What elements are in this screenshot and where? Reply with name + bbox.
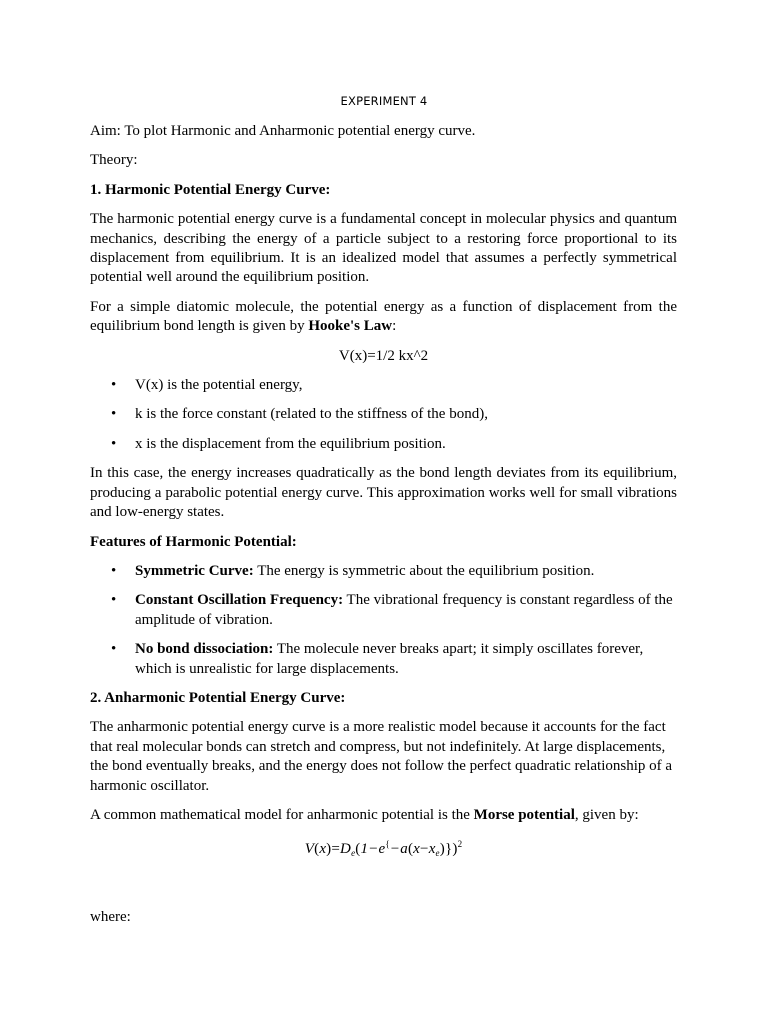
section1-paragraph-2: For a simple diatomic molecule, the potential energy as a function of displacement from the equilibrium bond length is given by Hooke's Law:	[90, 298, 677, 335]
features-heading: Features of Harmonic Potential:	[90, 533, 297, 550]
hookes-law-term: Hooke's Law	[308, 318, 393, 335]
section2-heading: 2. Anharmonic Potential Energy Curve:	[90, 689, 346, 706]
definition-list	[90, 376, 677, 454]
where-label: where:	[90, 908, 131, 925]
bullet-icon: •	[111, 435, 117, 452]
list-item: • k is the force constant (related to the stiffness of the bond),	[90, 405, 677, 424]
section1-paragraph-3: In this case, the energy increases quadratically as the bond length deviates from its equilibrium, producing a parabolic potential energy curve. This approximation works well for small vibrations and low-energy states.	[90, 465, 677, 521]
morse-equation: $V(x)=D_e(1-e^{\{}-a(x-x_e)\})^2$	[304, 839, 463, 859]
list-item: • V(x) is the potential energy,	[90, 376, 677, 395]
bullet-icon: •	[111, 562, 117, 579]
harmonic-equation: V(x)=1/2 kx^2	[338, 347, 429, 364]
list-item: • No bond dissociation: The molecule never breaks apart; it simply oscillates forever, which is unrealistic for large displacements.	[111, 641, 644, 677]
bullet-icon: •	[111, 641, 117, 658]
morse-potential-term: Morse potential	[473, 806, 575, 823]
list-item: • Symmetric Curve: The energy is symmetric about the equilibrium position.	[90, 562, 677, 581]
experiment-title: EXPERIMENT 4	[340, 94, 428, 108]
section1-heading: 1. Harmonic Potential Energy Curve:	[90, 181, 331, 198]
bullet-icon: •	[111, 592, 117, 609]
list-item: • x is the displacement from the equilibrium position.	[90, 435, 677, 454]
features-list	[90, 562, 677, 679]
section1-paragraph-1: The harmonic potential energy curve is a fundamental concept in molecular physics and quantum mechanics, describing the energy of a particle subject to a restoring force proportional to its displacement from equilibrium. It is an idealized model that assumes a perfectly symmetrical potential well around the equilibrium position.	[90, 211, 677, 286]
bullet-icon: •	[111, 406, 117, 423]
theory-label: Theory:	[90, 152, 138, 169]
bullet-icon: •	[111, 377, 117, 394]
section2-paragraph-2: A common mathematical model for anharmonic potential is the Morse potential, given by:	[90, 806, 639, 823]
list-item: • Constant Oscillation Frequency: The vibrational frequency is constant regardless of the amplitude of vibration.	[111, 592, 673, 628]
document-body	[90, 122, 677, 937]
section2-paragraph-1: The anharmonic potential energy curve is a more realistic model because it accounts for the fact that real molecular bonds can stretch and compress, but not indefinitely. At large displacements, the bond eventually breaks, and the energy does not follow the perfect quadratic relationship of a harmonic oscillator.	[90, 719, 673, 794]
aim-text: Aim: To plot Harmonic and Anharmonic potential energy curve.	[90, 123, 476, 139]
